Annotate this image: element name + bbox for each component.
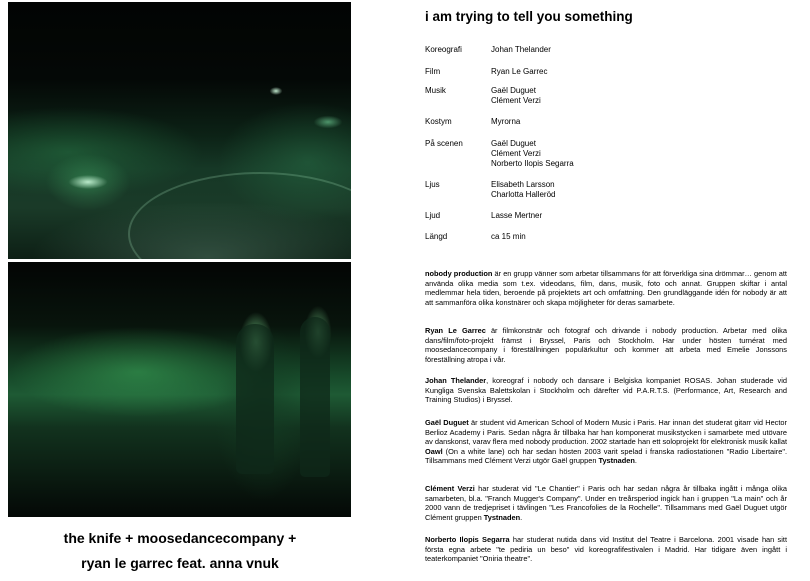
bio-name: Johan Thelander [425,376,487,385]
credit-label: Längd [425,232,448,241]
bio-name: Norberto Ilopis Segarra [425,535,510,544]
bio-text: , koreograf i nobody och dansare i Belgiska kompaniet ROSAS. Johan studerade vid Kungliga Svenska Balettskolan i Stockholm och därefter vid P.A.R.T.S. (Performance, Art, Research and Training Studios) i Bryssel. [425,376,787,404]
bio-name: Ryan Le Garrec [425,326,486,335]
bio-paragraph [425,269,787,307]
credit-value: Gaël Duguet [491,139,536,148]
dancers-photo [8,262,351,517]
bio-text: . [520,512,523,522]
credit-value: Ryan Le Garrec [491,67,548,76]
credit-value: Johan Thelander [491,45,551,54]
bio-text: är filmkonstnär och fotograf och drivande i nobody production. Arbetar med olika dans/film/foto-projekt främst i Bryssel, Paris och Stockholm. Har under hösten turnérat med moosedancecompany i föreställningen populärkultur och kommer att arbeta med Emelie Jonssons föreställning atropa i vår. [425,326,787,364]
credit-value: Gaël Duguet [491,86,536,95]
bio-name: Clément Verzi [425,484,475,493]
tunnel-photo [8,2,351,259]
credit-label: Film [425,67,441,76]
dancer-figure-right [300,317,330,477]
bio-paragraph [425,418,787,466]
bio-name: Gaël Duguet [425,418,469,427]
credit-label: Ljud [425,211,441,220]
credit-value: Clément Verzi [491,149,541,158]
bio-paragraph [425,376,787,405]
dancer-figure-left [236,324,274,474]
credit-value: Elisabeth Larsson [491,180,555,189]
bio-text: . [634,456,637,465]
credit-label: Kostym [425,117,452,126]
credit-label: Ljus [425,180,440,189]
bio-text: är student vid American School of Modern Music i Paris. Har innan det studerat gitarr vid Hector Berlioz Academy i Paris. Sedan några år tillbaka har han komponerat musikstycken i samarbete med utövare av danskonst, varav flera med nobody production. 2002 startade han ett soloprojekt för elektronisk musik kallat [425,418,788,446]
credit-value: Lasse Mertner [491,211,543,220]
bio-text: är en grupp vänner som arbetar tillsammans för att förverkliga sina drömmar… genom att använda olika media som t.ex. videodans, film, dans, musik, foto och annat. Gruppen skiftar i antal medlemmar hela tiden, beroende på projektets art och omfattning. Den grundläggande idén för nobody är att att sammanföra olika konstnärer och skapa möjligheter för deras samarbete. [425,269,787,307]
bio-text: (On a white lane) och har sedan hösten 2003 varit spelad i franska radiostationen "Radio Libertaire". Tillsammans med Clément Verzi utgör Gaël gruppen [425,446,787,465]
bio-name: nobody production [425,269,493,278]
credit-value: ca 15 min [491,232,526,241]
caption-line-2: ryan le garrec feat. anna vnuk [81,555,279,571]
credit-label: Koreografi [425,45,462,54]
credit-label: På scenen [425,139,463,148]
bio-paragraph [425,535,787,564]
credit-value: Charlotta Halleröd [491,190,556,199]
caption-line-1: the knife + moosedancecompany + [63,530,297,546]
bio-text: har studerat nutida dans vid Institut del Teatre i Barcelona. 2001 visade han sitt första egna arbete "te pediria un beso" vid koreografifestivalen i Madrid. Har tidigare även ingått i teaterkompaniet "Oniria theatre". [425,535,787,563]
credit-value: Clément Verzi [491,96,541,105]
bio-paragraph [425,484,787,522]
credit-value: Myrorna [491,117,521,126]
bio-paragraph [425,326,787,364]
bio-bold-term: Oawl [425,446,443,456]
bio-text: har studerat vid "Le Chantier" i Paris och har sedan några år tillbaka ingått i många olika samarbeten, bl.a. "Franch Mugger's Company". Under en treårsperiod ingick han i gruppen "La main" och år 2000 vann de tredjepriset i tävlingen "Les Francofolies de la Rochelle". Tillsammans med Gaël Duguet utgör Clément gruppen [425,484,788,522]
credit-value: Norberto Ilopis Segarra [491,159,574,168]
bio-bold-term: Tystnaden [598,456,635,465]
page-title: i am trying to tell you something [425,9,633,24]
credit-label: Musik [425,86,446,95]
bio-bold-term: Tystnaden [483,512,521,522]
